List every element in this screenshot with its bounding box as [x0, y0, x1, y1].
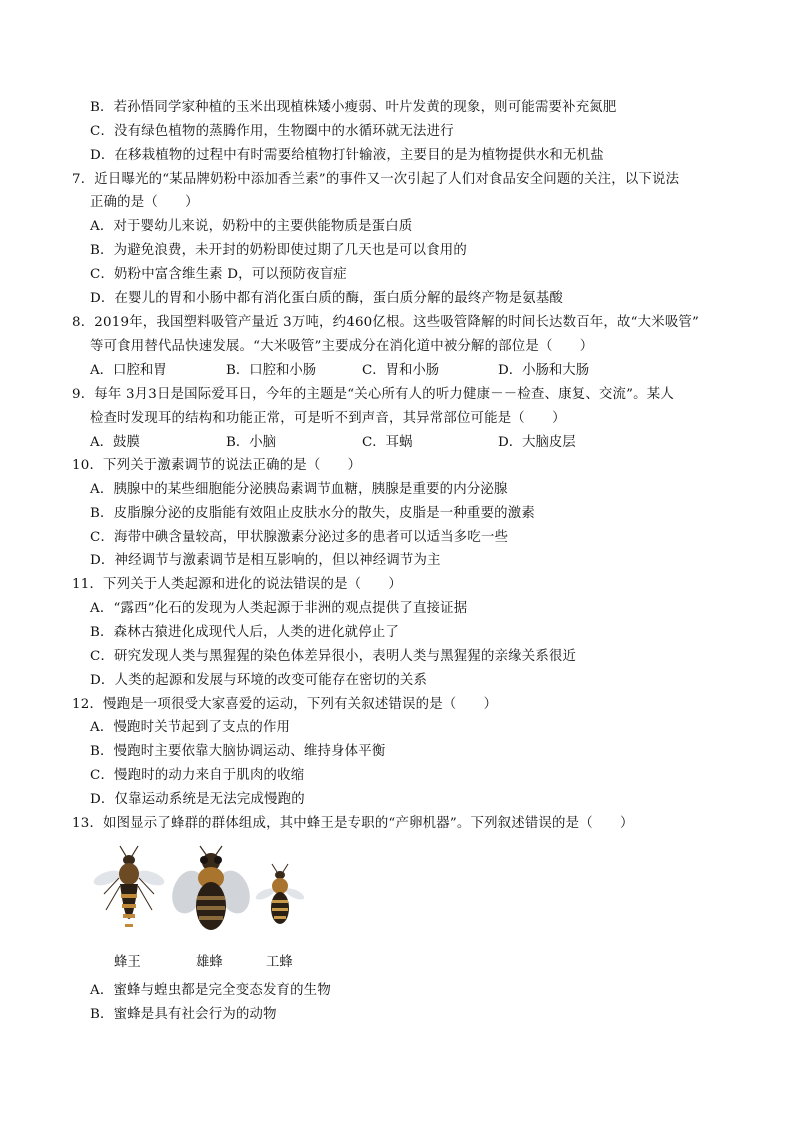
question-10-option-a: A．胰腺中的某些细胞能分泌胰岛素调节血糖，胰腺是重要的内分泌腺 [90, 482, 508, 497]
question-12-option-c: C．慢跑时的动力来自于肌肉的收缩 [90, 768, 305, 783]
question-10-option-b: B．皮脂腺分泌的皮脂能有效阻止皮肤水分的散失，皮脂是一种重要的激素 [90, 506, 535, 521]
question-8-option-c: C．胃和小肠 [362, 363, 440, 378]
question-9-option-c: C．耳蜗 [362, 435, 413, 450]
question-11-option-b: B．森林古猿进化成现代人后，人类的进化就停止了 [90, 625, 400, 640]
question-9-option-d: D．大脑皮层 [498, 435, 576, 450]
question-12-option-d: D．仅靠运动系统是无法完成慢跑的 [90, 792, 305, 807]
label-worker-bee: 工蜂 [266, 955, 293, 970]
question-9-stem-cont: 检查时发现耳的结构和功能正常，可是听不到声音，其异常部位可能是（ ） [90, 411, 566, 426]
question-11-option-a: A．“露西”化石的发现为人类起源于非洲的观点提供了直接证据 [90, 601, 468, 616]
question-12-stem: 12．慢跑是一项很受大家喜爱的运动，下列有关叙述错误的是（ ） [72, 697, 498, 712]
option-d-prev: D．在移栽植物的过程中有时需要给植物打针输液，主要目的是为植物提供水和无机盐 [90, 148, 604, 163]
option-b-prev: B．若孙悟同学家种植的玉米出现植株矮小瘦弱、叶片发黄的现象，则可能需要补充氮肥 [90, 100, 617, 115]
question-11-option-c: C．研究发现人类与黑猩猩的染色体差异很小，表明人类与黑猩猩的亲缘关系很近 [90, 649, 577, 664]
label-drone-bee: 雄蜂 [196, 955, 223, 970]
question-9-stem: 9．每年 3月3日是国际爱耳日，今年的主题是“关心所有人的听力健康－－检查、康复、交流”。某人 [72, 387, 674, 402]
question-10-stem: 10．下列关于激素调节的说法正确的是（ ） [72, 458, 362, 473]
question-7-stem-cont: 正确的是（ ） [90, 195, 199, 210]
question-8-stem-cont: 等可食用替代品快速发展。“大米吸管”主要成分在消化道中被分解的部位是（ ） [90, 339, 594, 354]
bee-illustration [92, 844, 322, 949]
worker-bee-image [254, 864, 306, 924]
drone-bee-image [167, 846, 255, 930]
question-7-option-d: D．在婴儿的胃和小肠中都有消化蛋白质的酶，蛋白质分解的最终产物是氨基酸 [90, 291, 564, 306]
question-10-option-d: D．神经调节与激素调节是相互影响的，但以神经调节为主 [90, 553, 441, 568]
question-10-option-c: C．海带中碘含量较高，甲状腺激素分泌过多的患者可以适当多吃一些 [90, 530, 509, 545]
question-7-option-c: C．奶粉中富含维生素 D，可以预防夜盲症 [90, 267, 347, 282]
question-13-option-a: A．蜜蜂与蝗虫都是完全变态发育的生物 [90, 983, 331, 998]
question-13-option-b: B．蜜蜂是具有社会行为的动物 [90, 1007, 277, 1022]
question-7-stem: 7．近日曝光的“某品牌奶粉中添加香兰素”的事件又一次引起了人们对食品安全问题的关注，以下说法 [72, 172, 680, 187]
question-7-option-a: A．对于婴幼儿来说，奶粉中的主要供能物质是蛋白质 [90, 219, 413, 234]
question-9-option-b: B．小脑 [226, 435, 277, 450]
question-13-stem: 13．如图显示了蜂群的群体组成，其中蜂王是专职的“产卵机器”。下列叙述错误的是（ ） [72, 816, 634, 831]
question-8-stem: 8．2019年，我国塑料吸管产量近 3万吨，约460亿根。这些吸管降解的时间长达数百年，故“大米吸管” [72, 315, 700, 330]
question-11-option-d: D．人类的起源和发展与环境的改变可能存在密切的关系 [90, 673, 428, 688]
question-8-option-a: A．口腔和胃 [90, 363, 167, 378]
question-9-option-a: A．鼓膜 [90, 435, 140, 450]
question-7-option-b: B．为避免浪费，未开封的奶粉即使过期了几天也是可以食用的 [90, 243, 467, 258]
question-8-option-b: B．口腔和小肠 [226, 363, 317, 378]
question-12-option-b: B．慢跑时主要依靠大脑协调运动、维持身体平衡 [90, 744, 386, 759]
queen-bee-image [92, 846, 166, 927]
option-c-prev: C．没有绿色植物的蒸腾作用，生物圈中的水循环就无法进行 [90, 124, 454, 139]
question-8-option-d: D．小肠和大肠 [498, 363, 590, 378]
label-queen-bee: 蜂王 [114, 955, 141, 970]
question-11-stem: 11．下列关于人类起源和进化的说法错误的是（ ） [72, 577, 403, 592]
question-12-option-a: A．慢跑时关节起到了支点的作用 [90, 720, 291, 735]
bee-colony-figure [92, 844, 322, 974]
